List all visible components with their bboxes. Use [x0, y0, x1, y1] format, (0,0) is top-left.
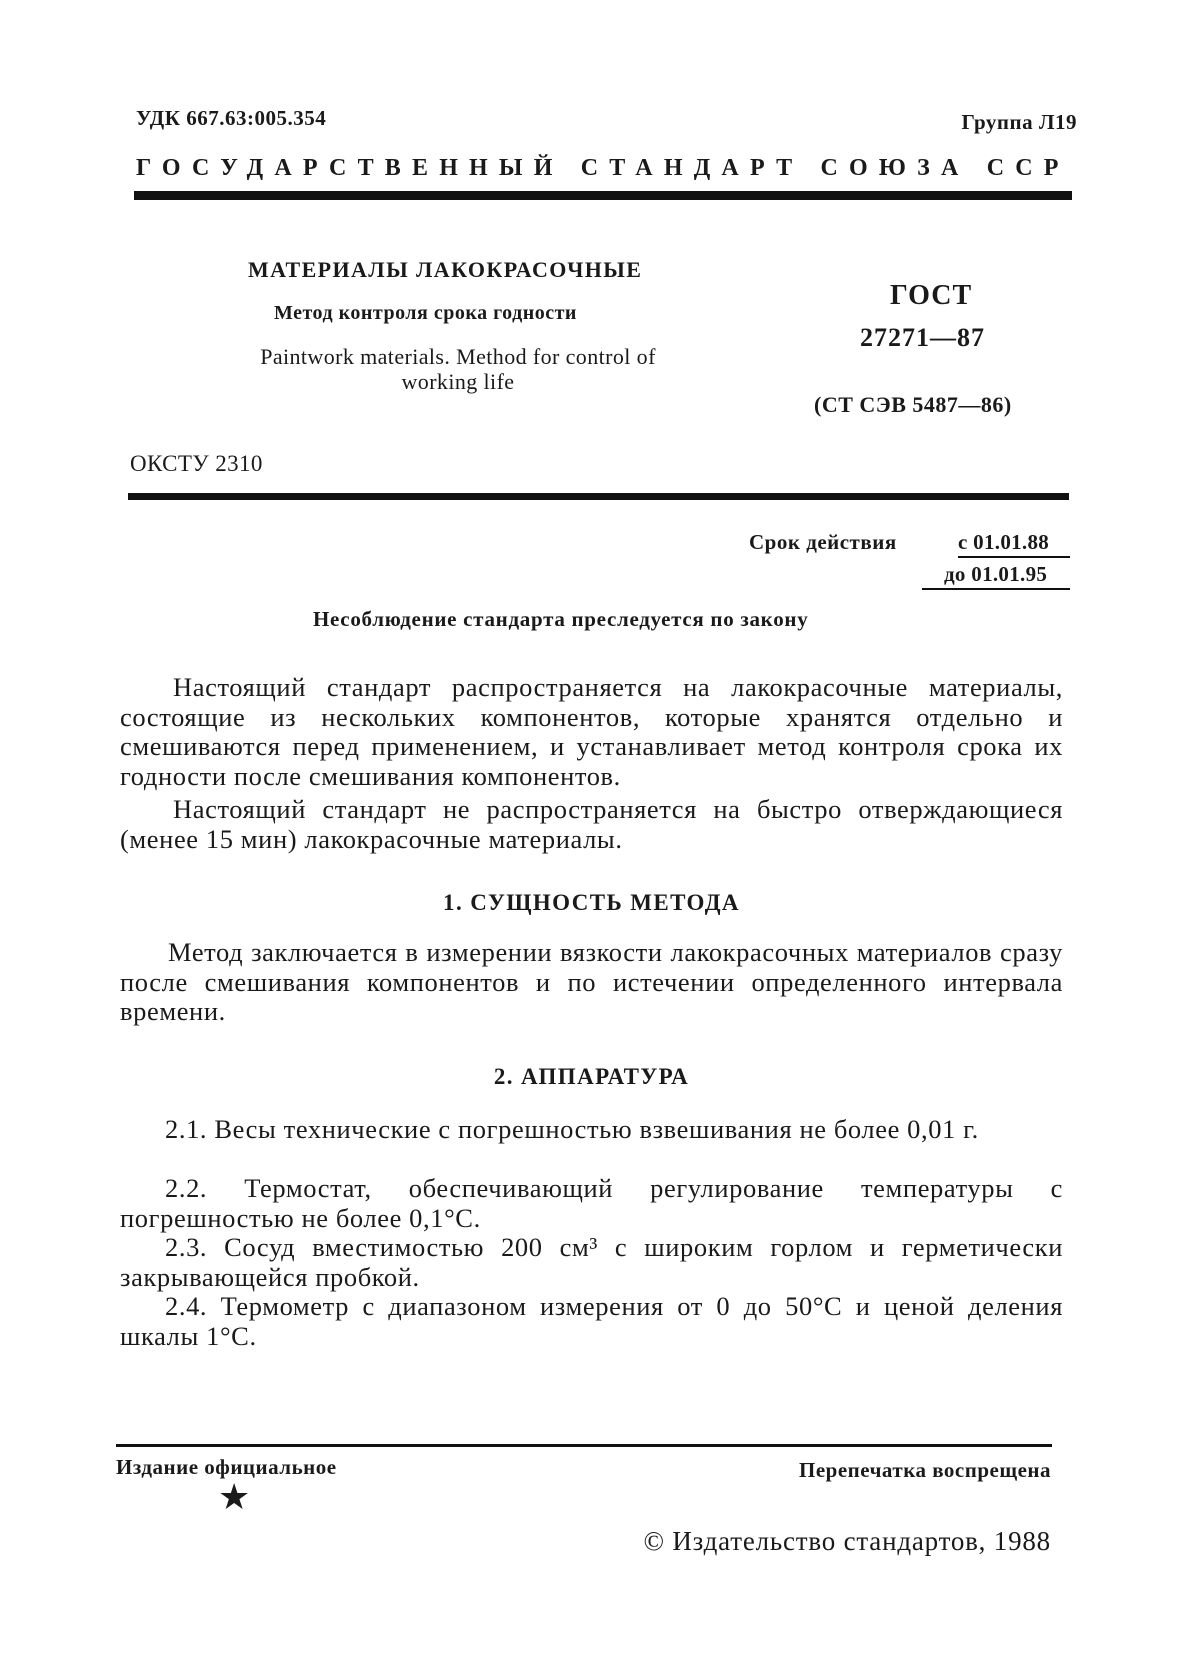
- validity-to: до 01.01.95: [944, 562, 1048, 586]
- intro-paragraph-1: Настоящий стандарт распространяется на лакокрасочные материалы, состоящие из нескольких компонентов, которые хранятся отдельно и смешиваются перед применением, и устанавливает метод контроля срока их годности после смешивания компонентов.: [120, 672, 1063, 791]
- apparatus-item: 2.2. Термостат, обеспечивающий регулирование температуры с погрешностью не более 0,1°С.: [120, 1173, 1063, 1233]
- state-standard-heading: ГОСУДАРСТВЕННЫЙ СТАНДАРТ СОЮЗА ССР: [136, 155, 1070, 181]
- document-subtitle: Метод контроля срока годности: [274, 302, 577, 324]
- udk-code: УДК 667.63:005.354: [136, 106, 327, 130]
- validity-from-underline: [958, 556, 1070, 558]
- apparatus-item: 2.4. Термометр с диапазоном измерения от 0 до 50°С и ценой деления шкалы 1°С.: [120, 1291, 1063, 1351]
- validity-to-underline: [922, 588, 1070, 590]
- okstu-code: ОКСТУ 2310: [130, 451, 263, 476]
- validity-from: с 01.01.88: [958, 530, 1050, 554]
- footer-rule: [116, 1444, 1052, 1447]
- section-1-heading: 1. СУЩНОСТЬ МЕТОДА: [443, 890, 740, 915]
- validity-label: Срок действия: [749, 530, 897, 554]
- apparatus-item: 2.3. Сосуд вместимостью 200 см³ с широким горлом и герметически закрывающейся пробкой.: [120, 1232, 1063, 1292]
- apparatus-item: 2.1. Весы технические с погрешностью взвешивания не более 0,01 г.: [165, 1114, 979, 1144]
- st-sev-number: (СТ СЭВ 5487—86): [814, 392, 1012, 417]
- section-2-heading: 2. АППАРАТУРА: [493, 1064, 690, 1089]
- star-icon: ★: [218, 1477, 251, 1518]
- header-rule: [134, 191, 1072, 200]
- intro-paragraph-2: Настоящий стандарт не распространяется на быстро отверждающиеся (менее 15 мин) лакокрасочные материалы.: [120, 794, 1063, 854]
- english-title: Paintwork materials. Method for control of working life: [260, 344, 656, 394]
- copyright-notice: © Издательство стандартов, 1988: [643, 1526, 1051, 1556]
- law-notice: Несоблюдение стандарта преследуется по закону: [313, 607, 809, 631]
- section-1-text: Метод заключается в измерении вязкости лакокрасочных материалов сразу после смешивания компонентов и по истечении определенного интервала времени.: [120, 937, 1063, 1026]
- group-code: Группа Л19: [961, 110, 1077, 134]
- title-rule: [128, 493, 1069, 500]
- gost-label: ГОСТ: [890, 280, 973, 311]
- gost-number: 27271—87: [860, 323, 985, 352]
- official-edition: Издание официальное: [116, 1455, 337, 1479]
- reprint-prohibited: Перепечатка воспрещена: [799, 1458, 1051, 1482]
- document-title: МАТЕРИАЛЫ ЛАКОКРАСОЧНЫЕ: [248, 257, 643, 282]
